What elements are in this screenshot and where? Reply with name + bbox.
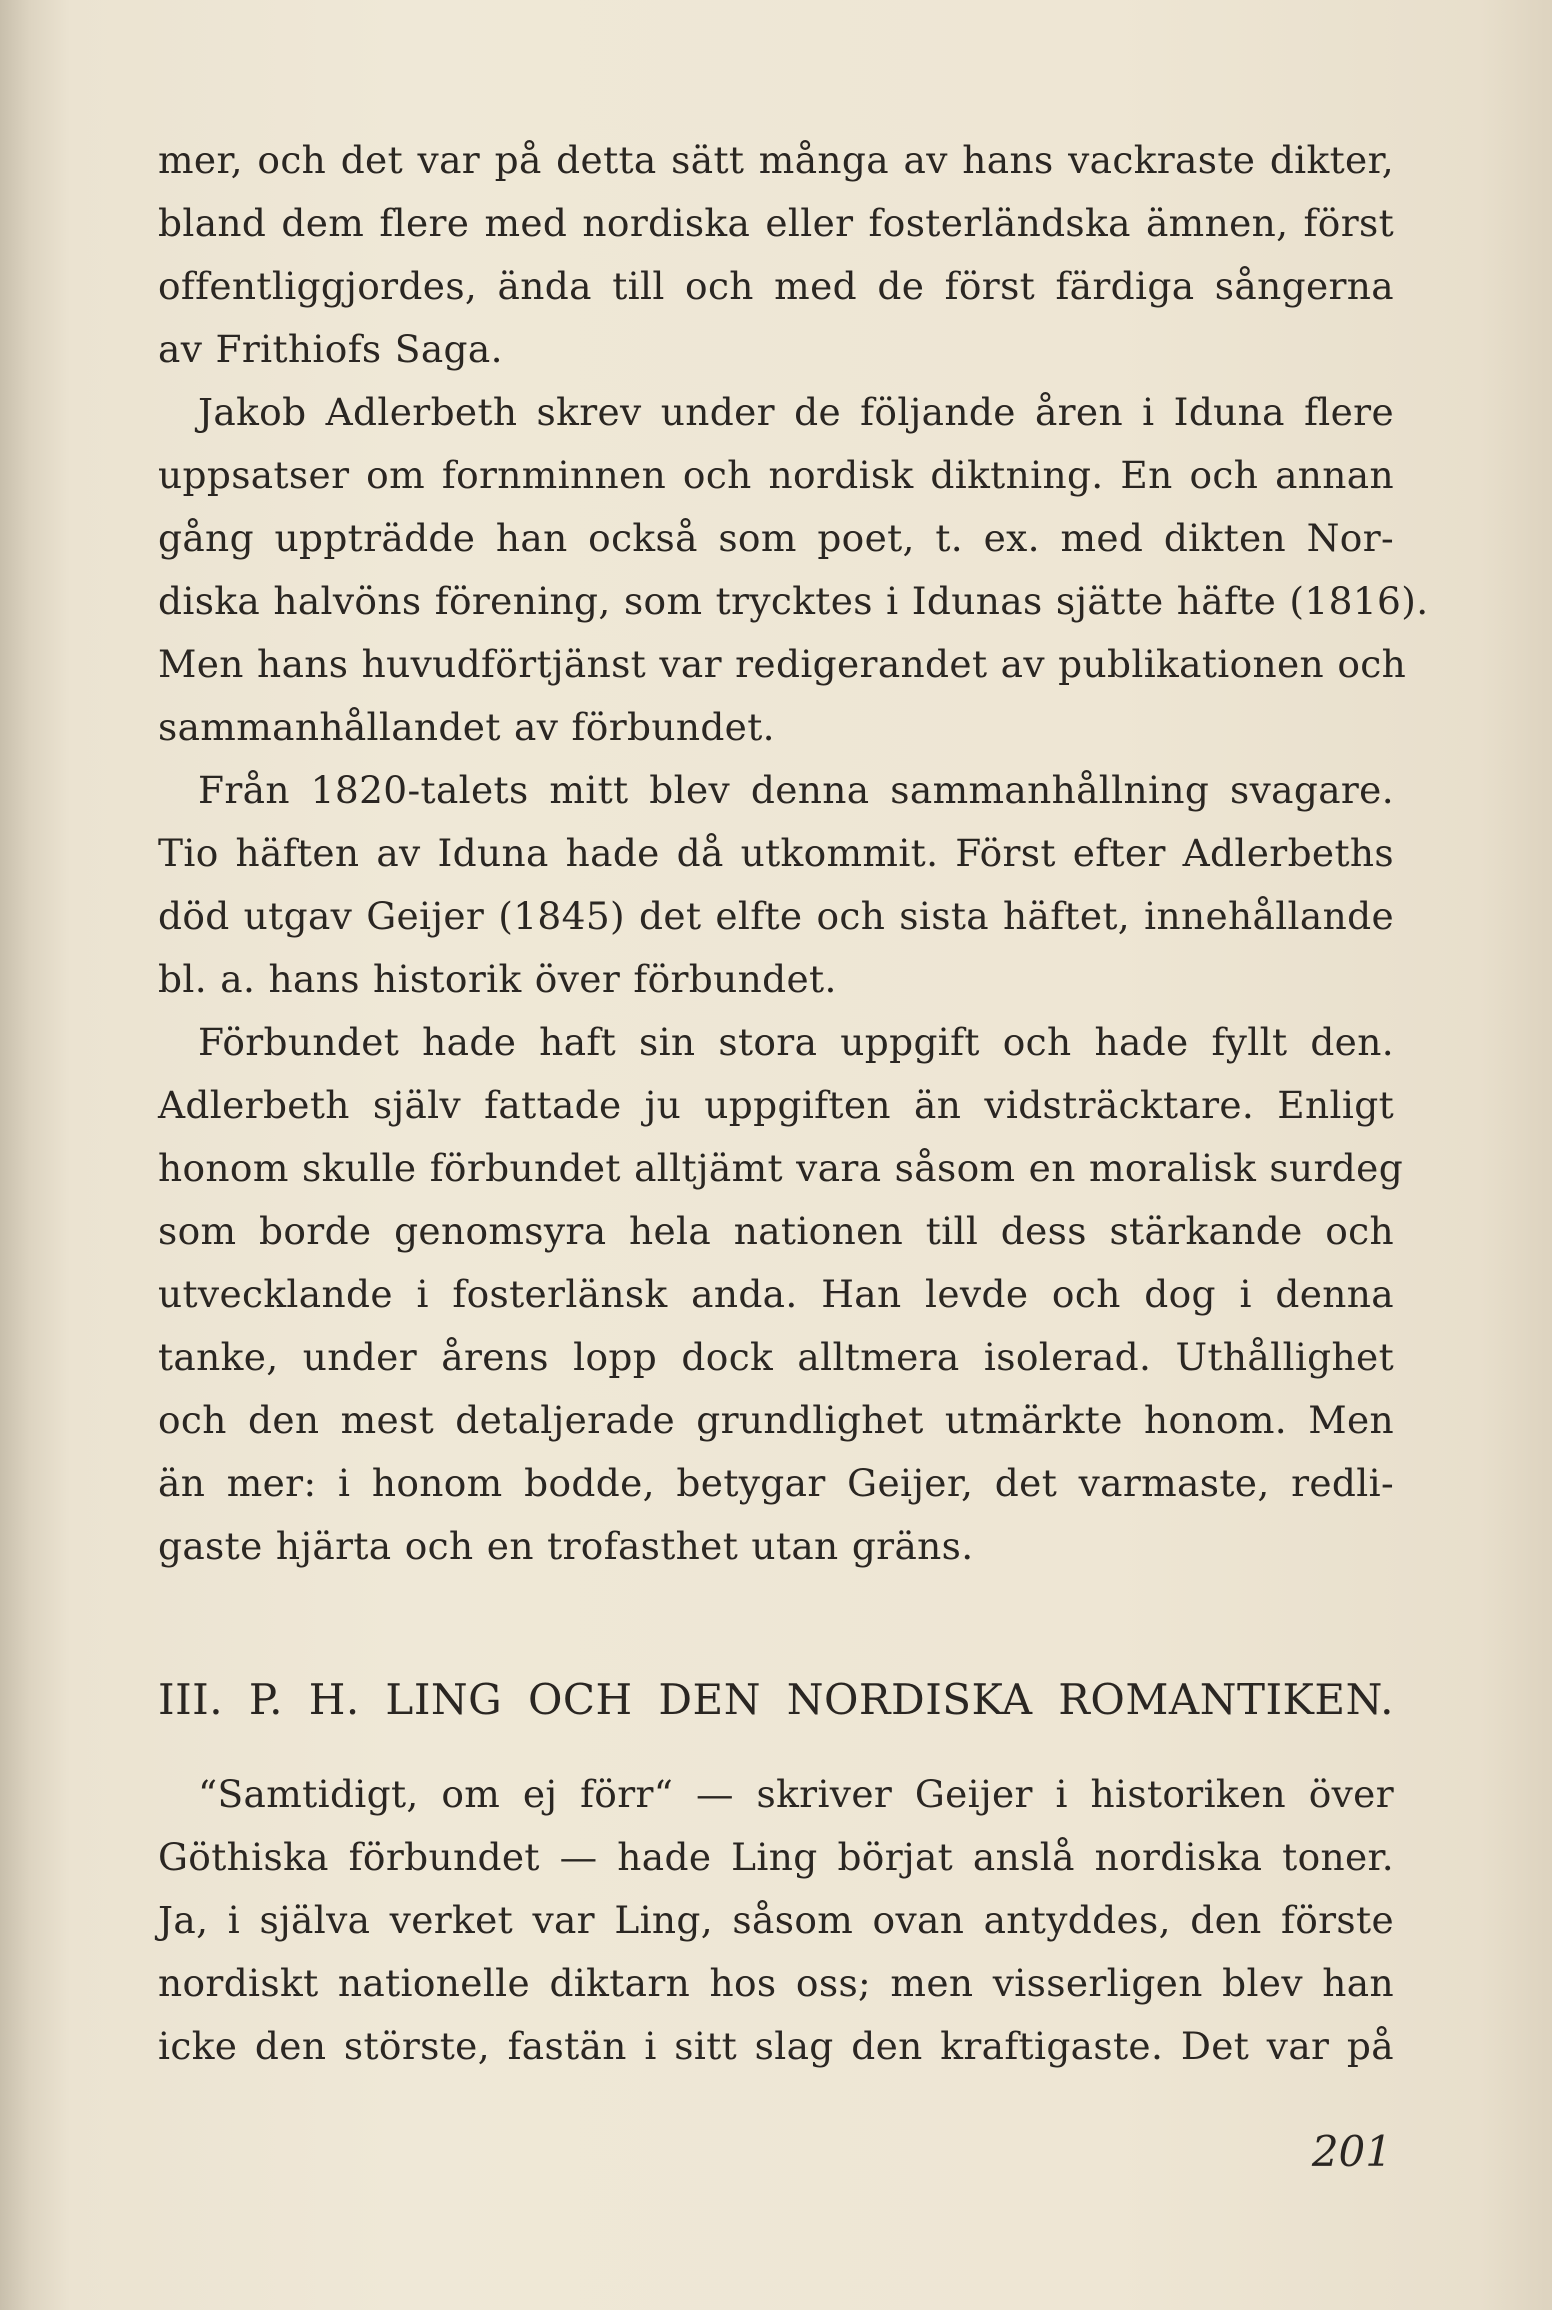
paragraph-1: [158, 129, 1394, 381]
text-line: mer, och det var på detta sätt många av hans vackraste dikter,: [158, 138, 1394, 182]
text-line: av Frithiofs Saga.: [158, 327, 503, 371]
text-line: än mer: i honom bodde, betygar Geijer, det varmaste, redli-: [158, 1461, 1394, 1505]
text-line: Från 1820-talets mitt blev denna sammanhållning svagare.: [198, 768, 1394, 812]
section-heading: III. P. H. LING OCH DEN NORDISKA ROMANTIKEN.: [158, 1675, 1394, 1724]
page-number: 201: [1311, 2127, 1392, 2176]
text-line: utvecklande i fosterlänsk anda. Han levde och dog i denna: [158, 1272, 1394, 1316]
text-line: Förbundet hade haft sin stora uppgift och hade fyllt den.: [198, 1020, 1394, 1064]
text-line: Men hans huvudförtjänst var redigerandet av publikationen och: [158, 642, 1407, 686]
text-line: icke den störste, fastän i sitt slag den kraftigaste. Det var på: [158, 2024, 1394, 2068]
text-line: Tio häften av Iduna hade då utkommit. Först efter Adlerbeths: [158, 831, 1394, 875]
text-line: sammanhållandet av förbundet.: [158, 705, 775, 749]
text-line: offentliggjordes, ända till och med de först färdiga sångerna: [158, 264, 1394, 308]
section-paragraph-1: [158, 1763, 1394, 2078]
text-line: Adlerbeth själv fattade ju uppgiften än vidsträcktare. Enligt: [158, 1083, 1394, 1127]
text-line: bland dem flere med nordiska eller fosterländska ämnen, först: [158, 201, 1394, 245]
paragraph-4: [158, 1011, 1404, 1578]
text-line: och den mest detaljerade grundlighet utmärkte honom. Men: [158, 1398, 1394, 1442]
text-line: Göthiska förbundet — hade Ling börjat anslå nordiska toner.: [158, 1835, 1394, 1879]
text-line: bl. a. hans historik över förbundet.: [158, 957, 837, 1001]
text-line: diska halvöns förening, som trycktes i Idunas sjätte häfte (1816).: [158, 579, 1429, 623]
text-line: som borde genomsyra hela nationen till dess stärkande och: [158, 1209, 1394, 1253]
text-line: gaste hjärta och en trofasthet utan gräns.: [158, 1524, 974, 1568]
text-line: uppsatser om fornminnen och nordisk diktning. En och annan: [158, 453, 1394, 497]
text-line: Ja, i själva verket var Ling, såsom ovan antyddes, den förste: [158, 1898, 1394, 1942]
text-line: “Samtidigt, om ej förr“ — skriver Geijer i historiken över: [198, 1772, 1394, 1816]
text-line: tanke, under årens lopp dock alltmera isolerad. Uthållighet: [158, 1335, 1394, 1379]
text-line: honom skulle förbundet alltjämt vara såsom en moralisk surdeg: [158, 1146, 1404, 1190]
text-line: gång uppträdde han också som poet, t. ex. med dikten Nor-: [158, 516, 1394, 560]
paragraph-3: [158, 759, 1394, 1011]
text-line: nordiskt nationelle diktarn hos oss; men visserligen blev han: [158, 1961, 1394, 2005]
text-line: Jakob Adlerbeth skrev under de följande åren i Iduna flere: [198, 390, 1394, 434]
paragraph-2: [158, 381, 1429, 759]
text-line: död utgav Geijer (1845) det elfte och sista häftet, innehållande: [158, 894, 1394, 938]
